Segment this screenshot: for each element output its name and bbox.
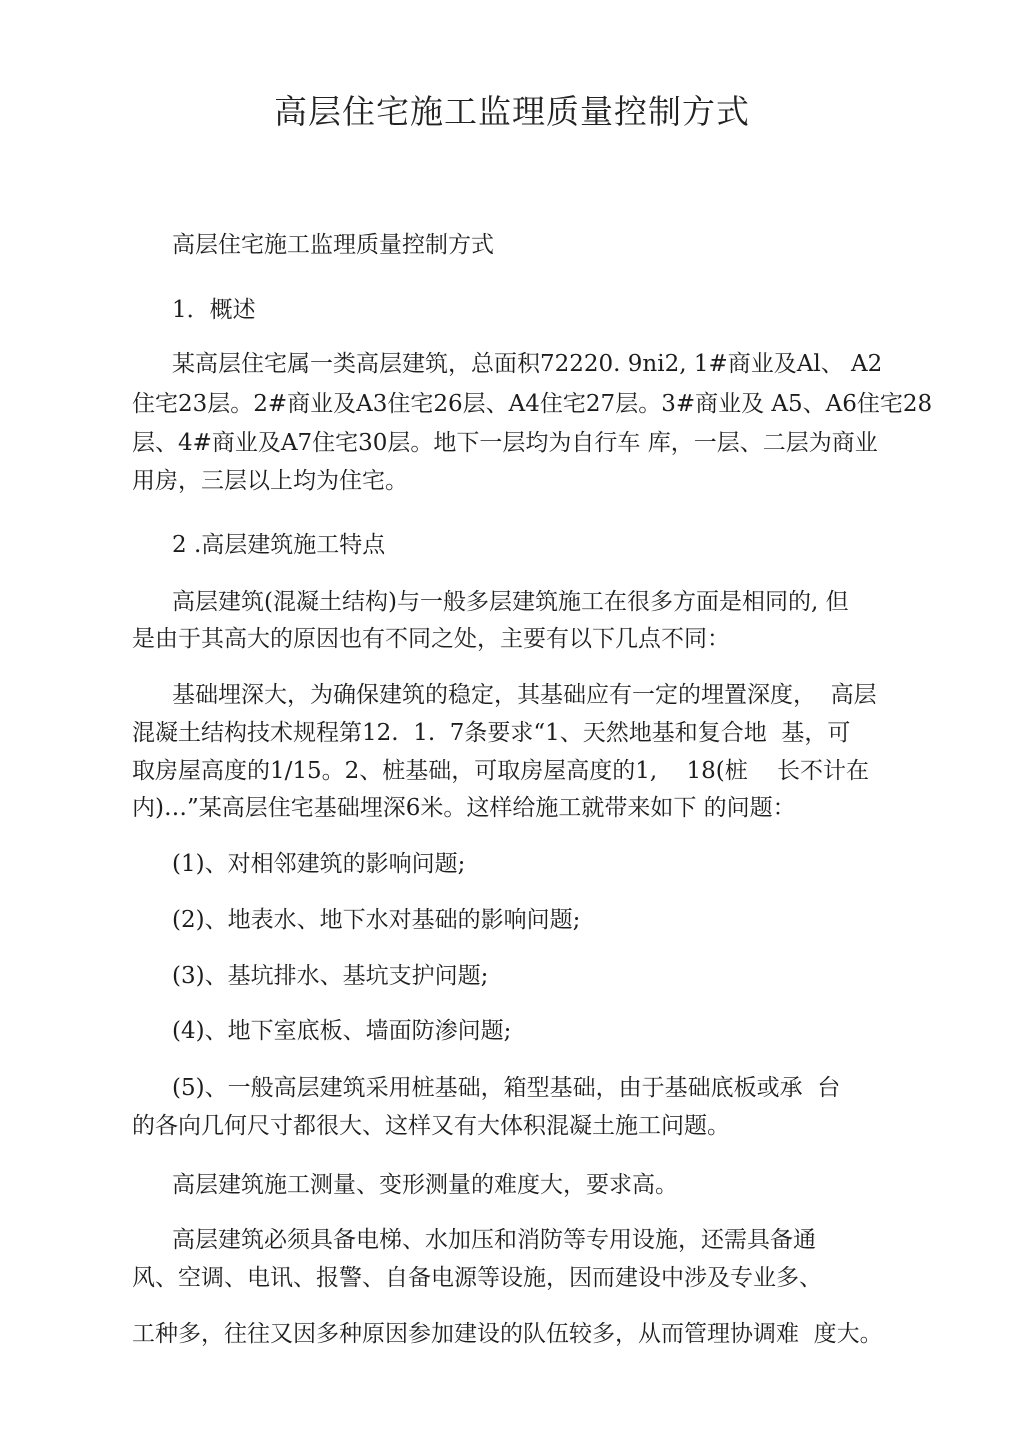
intro-paragraph-line: 是由于其高大的原因也有不同之处，主要有以下几点不同： [132,626,730,652]
list-item-continuation: 的各向几何尺寸都很大、这样又有大体积混凝土施工问题。 [132,1113,730,1139]
list-item: (5)、一般高层建筑采用桩基础，箱型基础，由于基础底板或承 台 [172,1075,841,1101]
foundation-paragraph-line: 混凝土结构技术规程第12. 1. 7条要求“1、天然地基和复合地 基，可 [132,720,851,746]
overview-paragraph-line: 某高层住宅属一类高层建筑，总面积72220. 9ni2, 1#商业及Al、 A2 [172,351,883,377]
foundation-paragraph-line: 内)…”某高层住宅基础埋深6米。这样给施工就带来如下 的问题： [132,795,796,821]
overview-paragraph-line: 用房，三层以上均为住宅。 [132,468,408,494]
document-subtitle: 高层住宅施工监理质量控制方式 [172,232,494,258]
facility-paragraph-line: 高层建筑必须具备电梯、水加压和消防等专用设施，还需具备通 [172,1227,816,1253]
foundation-paragraph-line: 取房屋高度的1/15。2、桩基础，可取房屋高度的1, 18(桩 长不计在 [132,758,869,784]
foundation-paragraph-line: 基础埋深大，为确保建筑的稳定，其基础应有一定的埋置深度， 高层 [172,682,877,708]
measurement-paragraph: 高层建筑施工测量、变形测量的难度大，要求高。 [172,1172,678,1198]
list-item: (1)、对相邻建筑的影响问题; [172,851,466,877]
intro-paragraph-line: 高层建筑(混凝土结构)与一般多层建筑施工在很多方面是相同的, 但 [172,589,849,615]
list-item: (2)、地表水、地下水对基础的影响问题; [172,907,581,933]
section-heading-overview: 1．概述 [172,297,256,323]
facility-paragraph-line: 工种多，往往又因多种原因参加建设的队伍较多，从而管理协调难 度大。 [132,1321,883,1347]
section-heading-features: 2 .高层建筑施工特点 [172,532,386,558]
facility-paragraph-line: 风、空调、电讯、报警、自备电源等设施，因而建设中涉及专业多、 [132,1265,822,1291]
list-item: (4)、地下室底板、墙面防渗问题; [172,1018,512,1044]
overview-paragraph-line: 住宅23层。2#商业及A3住宅26层、A4住宅27层。3#商业及 A5、A6住宅28 [132,391,933,417]
list-item: (3)、基坑排水、基坑支护问题; [172,963,489,989]
document-title: 高层住宅施工监理质量控制方式 [274,92,750,131]
overview-paragraph-line: 层、4#商业及A7住宅30层。地下一层均为自行车 库，一层、二层为商业 [132,430,878,456]
